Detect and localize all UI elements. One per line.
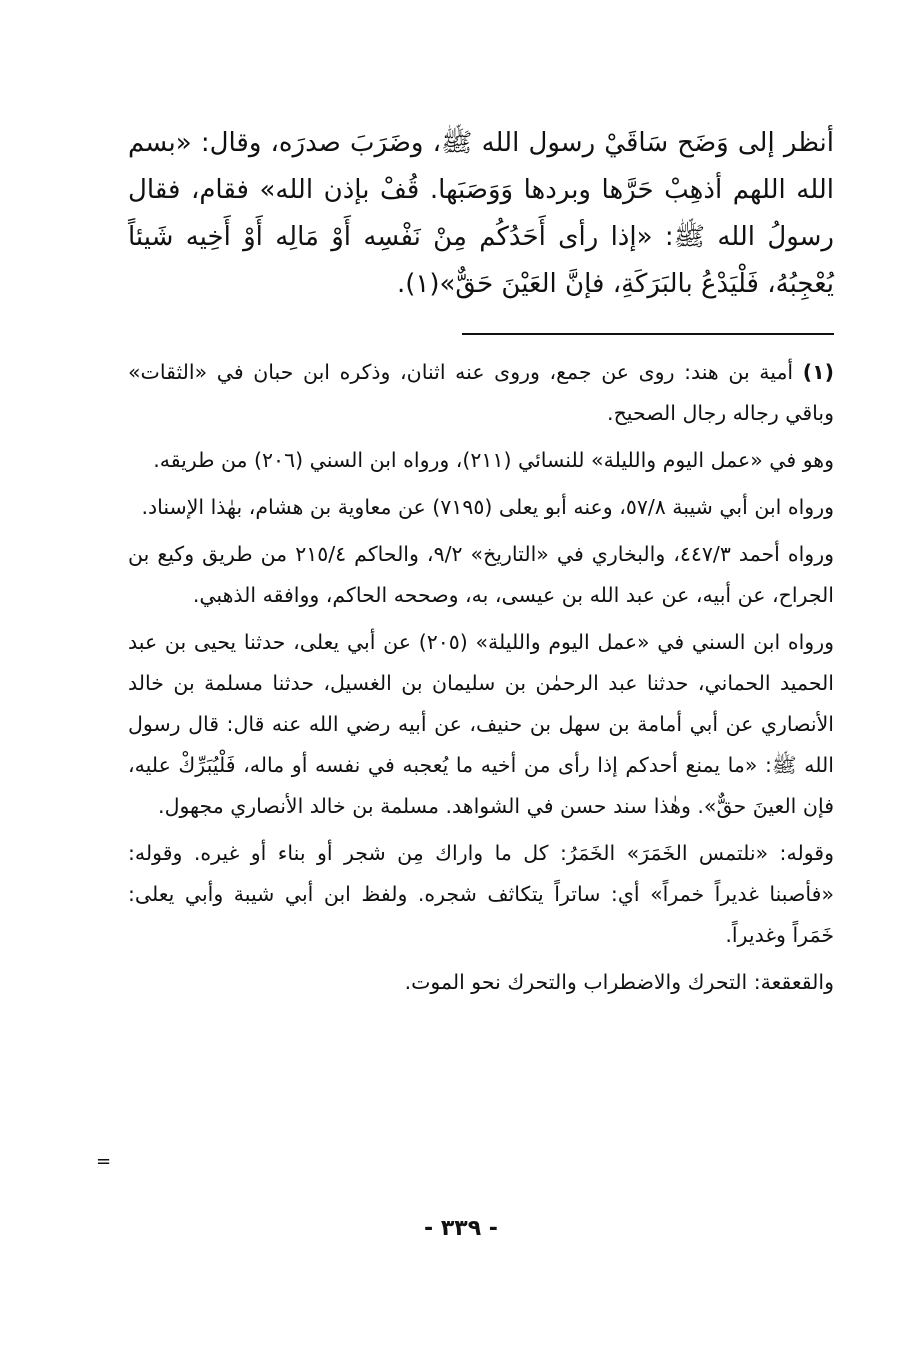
footnote-paragraph: ورواه ابن أبي شيبة ٥٧/٨، وعنه أبو يعلى (٧١٩٥) عن معاوية بن هشام، بهٰذا الإسناد. <box>141 495 834 519</box>
footnote-paragraph: ورواه ابن السني في «عمل اليوم والليلة» (٢٠٥) عن أبي يعلى، حدثنا يحيى بن عبد الحميد الحماني، حدثنا عبد الرحمٰن بن سليمان بن الغسيل، حدثنا مسلمة بن خالد الأنصاري عن أبي أمامة بن سهل بن حنيف، عن أبيه رضي الله عنه قال: قال رسول الله ﷺ: «ما يمنع أحدكم إذا رأى من أخيه ما يُعجبه في نفسه أو ماله، فَلْيُبَرِّكْ عليه، فإن العينَ حقٌّ». وهٰذا سند حسن في الشواهد. مسلمة بن خالد الأنصاري مجهول. <box>128 630 834 818</box>
footnote-text: أمية بن هند: روى عن جمع، وروى عنه اثنان، وذكره ابن حبان في «الثقات» وباقي رجاله رجال الصحيح. <box>128 360 834 425</box>
main-text: أنظر إلى وَضَح سَاقَيْ رسول الله ﷺ، وضَرَبَ صدرَه، وقال: «بسم الله اللهم أذهِبْ حَرَّها وبردها وَوَصَبَها. قُفْ بإذن الله» فقام، فقال رسولُ الله ﷺ: «إذا رأى أَحَدُكُم مِنْ نَفْسِه أَوْ مَالِه أَوْ أَخِيه شَيئاً يُعْجِبُهُ، فَلْيَدْعُ بالبَرَكَةِ، فإنَّ العَيْنَ حَقٌّ»(١). <box>128 128 834 299</box>
footnote-divider <box>462 333 834 335</box>
footnote-paragraph: والقعقعة: التحرك والاضطراب والتحرك نحو الموت. <box>404 970 834 994</box>
footnote-1 <box>128 352 834 434</box>
footnote-marker: (١) <box>802 360 834 384</box>
footnotes <box>128 352 834 1009</box>
footnote-paragraph: وقوله: «نلتمس الخَمَرَ» الخَمَرُ: كل ما واراك مِن شجر أو بناء أو غيره. وقوله: «فأصبنا غديراً خمراً» أي: ساتراً يتكاثف شجره. ولفظ ابن أبي شيبة وأبي يعلى: خَمَراً وغديراً. <box>128 841 834 947</box>
footnote-paragraph: ورواه أحمد ٤٤٧/٣، والبخاري في «التاريخ» ٩/٢، والحاكم ٢١٥/٤ من طريق وكيع بن الجراح، عن أبيه، عن عبد الله بن عيسى، به، وصححه الحاكم، ووافقه الذهبي. <box>128 542 834 607</box>
continuation-mark: = <box>96 1151 112 1172</box>
page-number: - ٣٣٩ - <box>424 1216 498 1241</box>
footnote-paragraph: وهو في «عمل اليوم والليلة» للنسائي (٢١١)، ورواه ابن السني (٢٠٦) من طريقه. <box>153 448 834 472</box>
